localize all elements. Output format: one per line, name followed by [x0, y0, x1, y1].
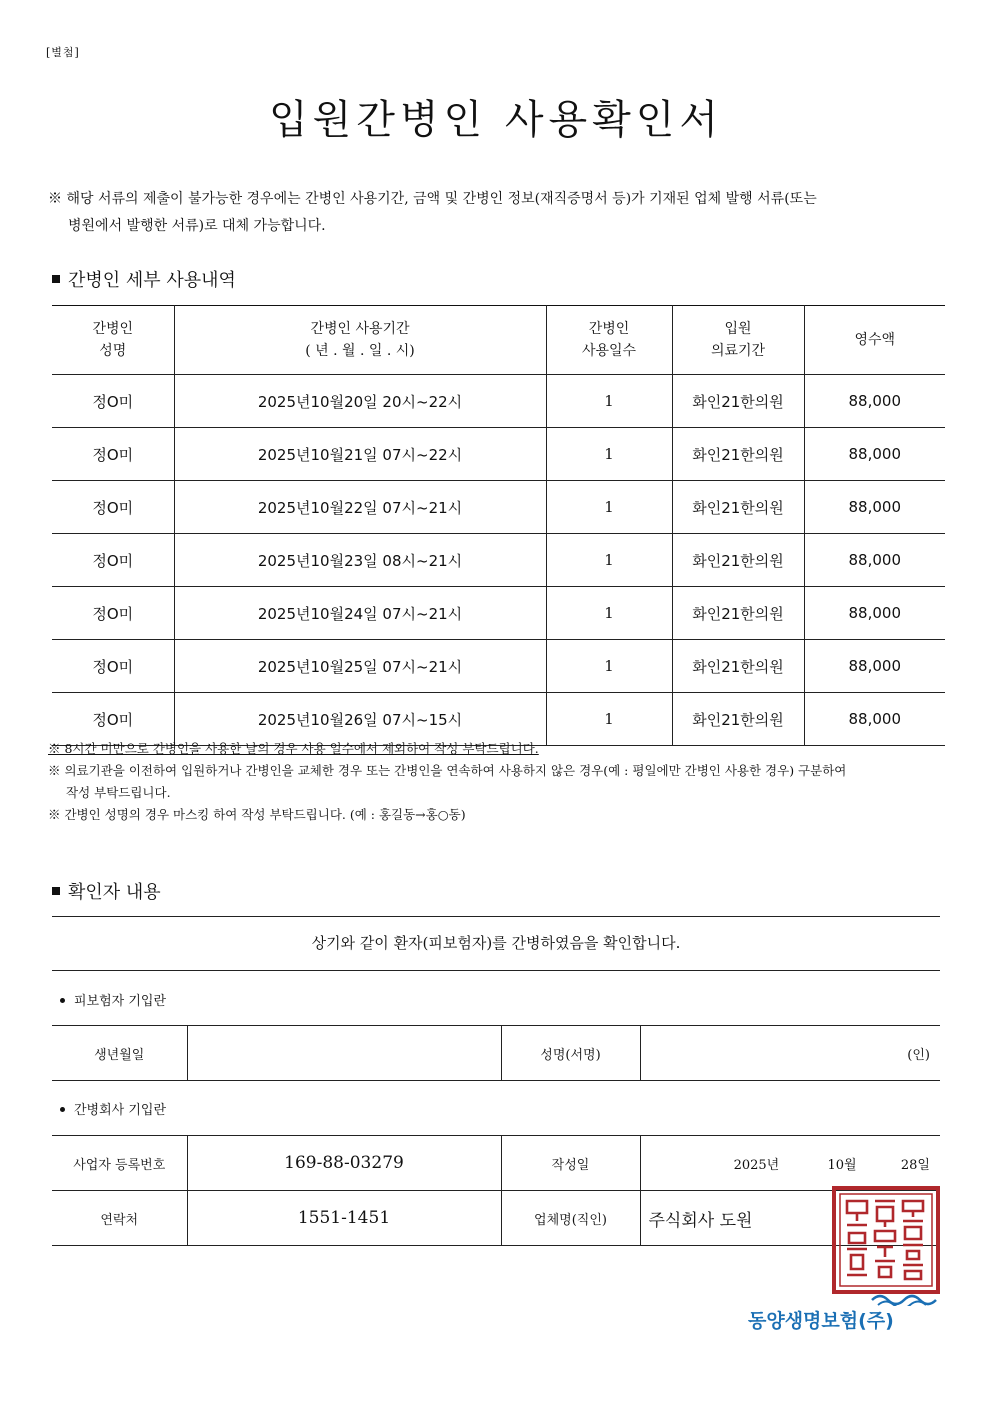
cell-period: 2025년10월22일 07시~21시 [174, 481, 546, 534]
reg-number-field[interactable]: 169-88-03279 [187, 1136, 501, 1191]
divider [52, 916, 940, 917]
note-1: ※ 8시간 미만으로 간병인을 사용한 날의 경우 사용 일수에서 제외하여 작성 부탁드립니다. [48, 741, 539, 756]
cell-period: 2025년10월24일 07시~21시 [174, 587, 546, 640]
date-month: 10월 [827, 1157, 857, 1173]
cell-days: 1 [546, 693, 672, 746]
cell-name: 정O미 [52, 587, 174, 640]
header-amount: 영수액 [804, 306, 945, 375]
cell-period: 2025년10월21일 07시~22시 [174, 428, 546, 481]
cell-period: 2025년10월23일 08시~21시 [174, 534, 546, 587]
insured-section-label: 피보험자 기입란 [60, 990, 166, 1009]
confirm-section-heading: 확인자 내용 [52, 878, 161, 904]
cell-period: 2025년10월25일 07시~21시 [174, 640, 546, 693]
table-row [52, 587, 945, 640]
cell-hospital: 화인21한의원 [672, 428, 804, 481]
biz-name-label: 업체명(직인) [501, 1191, 640, 1246]
note-2-cont: 작성 부탁드립니다. [66, 785, 171, 800]
attachment-label: [별첨] [46, 46, 80, 59]
note-2: ※ 의료기관을 이전하여 입원하거나 간병인을 교체한 경우 또는 간병인을 연속하여 사용하지 않은 경우(예 : 평일에만 간병인 사용한 경우) 구분하여 [48, 763, 847, 778]
date-year: 2025년 [733, 1157, 780, 1173]
notice-line-1: ※ 해당 서류의 제출이 불가능한 경우에는 간병인 사용기간, 금액 및 간병인 정보(재직증명서 등)가 기재된 업체 발행 서류(또는 [48, 191, 817, 207]
name-sign-field[interactable] [640, 1026, 940, 1081]
header-usage-days: 간병인 사용일수 [546, 306, 672, 375]
reg-number-label: 사업자 등록번호 [52, 1136, 187, 1191]
dot-bullet-icon [60, 1107, 65, 1112]
cell-days: 1 [546, 428, 672, 481]
table-row [52, 428, 945, 481]
header-medical-institution: 입원 의료기간 [672, 306, 804, 375]
table-row [52, 640, 945, 693]
dob-label: 생년월일 [52, 1026, 187, 1081]
table-row [52, 375, 945, 428]
cell-days: 1 [546, 587, 672, 640]
biz-name-field[interactable]: 주식회사 도원 [640, 1191, 940, 1246]
cell-name: 정O미 [52, 534, 174, 587]
date-day: 28일 [900, 1157, 930, 1173]
cell-period: 2025년10월20일 20시~22시 [174, 375, 546, 428]
cell-name: 정O미 [52, 640, 174, 693]
company-section-label: 간병회사 기입란 [60, 1099, 166, 1118]
insured-row [52, 1026, 940, 1081]
contact-label: 연락처 [52, 1191, 187, 1246]
cell-name: 정O미 [52, 693, 174, 746]
cell-days: 1 [546, 481, 672, 534]
cell-hospital: 화인21한의원 [672, 693, 804, 746]
cell-amount: 88,000 [804, 481, 945, 534]
cell-days: 1 [546, 375, 672, 428]
usage-table [52, 305, 945, 746]
date-field[interactable] [640, 1136, 940, 1191]
insured-form [52, 1025, 940, 1081]
usage-table-header [52, 306, 945, 375]
cell-hospital: 화인21한의원 [672, 534, 804, 587]
contact-field[interactable]: 1551-1451 [187, 1191, 501, 1246]
divider [52, 970, 940, 971]
notice-text [48, 186, 948, 240]
company-row-2 [52, 1191, 940, 1246]
header-usage-period: 간병인 사용기간 ( 년 . 월 . 일 . 시) [174, 306, 546, 375]
cell-hospital: 화인21한의원 [672, 481, 804, 534]
usage-section-heading: 간병인 세부 사용내역 [52, 266, 236, 292]
cell-days: 1 [546, 534, 672, 587]
company-row-1 [52, 1136, 940, 1191]
brand-wave-icon [870, 1290, 940, 1306]
dot-bullet-icon [60, 998, 65, 1003]
table-row [52, 481, 945, 534]
cell-days: 1 [546, 640, 672, 693]
confirm-statement: 상기와 같이 환자(피보험자)를 간병하였음을 확인합니다. [311, 934, 681, 952]
usage-notes [48, 738, 948, 826]
cell-period: 2025년10월26일 07시~15시 [174, 693, 546, 746]
cell-hospital: 화인21한의원 [672, 375, 804, 428]
square-bullet-icon [52, 275, 60, 283]
company-seal-stamp [831, 1185, 941, 1295]
cell-hospital: 화인21한의원 [672, 640, 804, 693]
cell-amount: 88,000 [804, 428, 945, 481]
page-title: 입원간병인 사용확인서 [268, 97, 724, 143]
cell-hospital: 화인21한의원 [672, 587, 804, 640]
date-label: 작성일 [501, 1136, 640, 1191]
cell-amount: 88,000 [804, 534, 945, 587]
note-3: ※ 간병인 성명의 경우 마스킹 하여 작성 부탁드립니다. (예 : 홍길동→홍○동) [48, 807, 466, 822]
cell-name: 정O미 [52, 375, 174, 428]
notice-line-2: 병원에서 발행한 서류)로 대체 가능합니다. [68, 218, 326, 234]
cell-name: 정O미 [52, 428, 174, 481]
square-bullet-icon [52, 887, 60, 895]
company-form [52, 1135, 940, 1246]
cell-amount: 88,000 [804, 587, 945, 640]
cell-name: 정O미 [52, 481, 174, 534]
seal-mark: (인) [907, 1047, 930, 1063]
header-caregiver-name: 간병인 성명 [52, 306, 174, 375]
name-sign-label: 성명(서명) [501, 1026, 640, 1081]
table-row [52, 534, 945, 587]
cell-amount: 88,000 [804, 693, 945, 746]
cell-amount: 88,000 [804, 640, 945, 693]
dob-field[interactable] [187, 1026, 501, 1081]
footer-company-name: 동양생명보험(주) [748, 1310, 894, 1332]
cell-amount: 88,000 [804, 375, 945, 428]
